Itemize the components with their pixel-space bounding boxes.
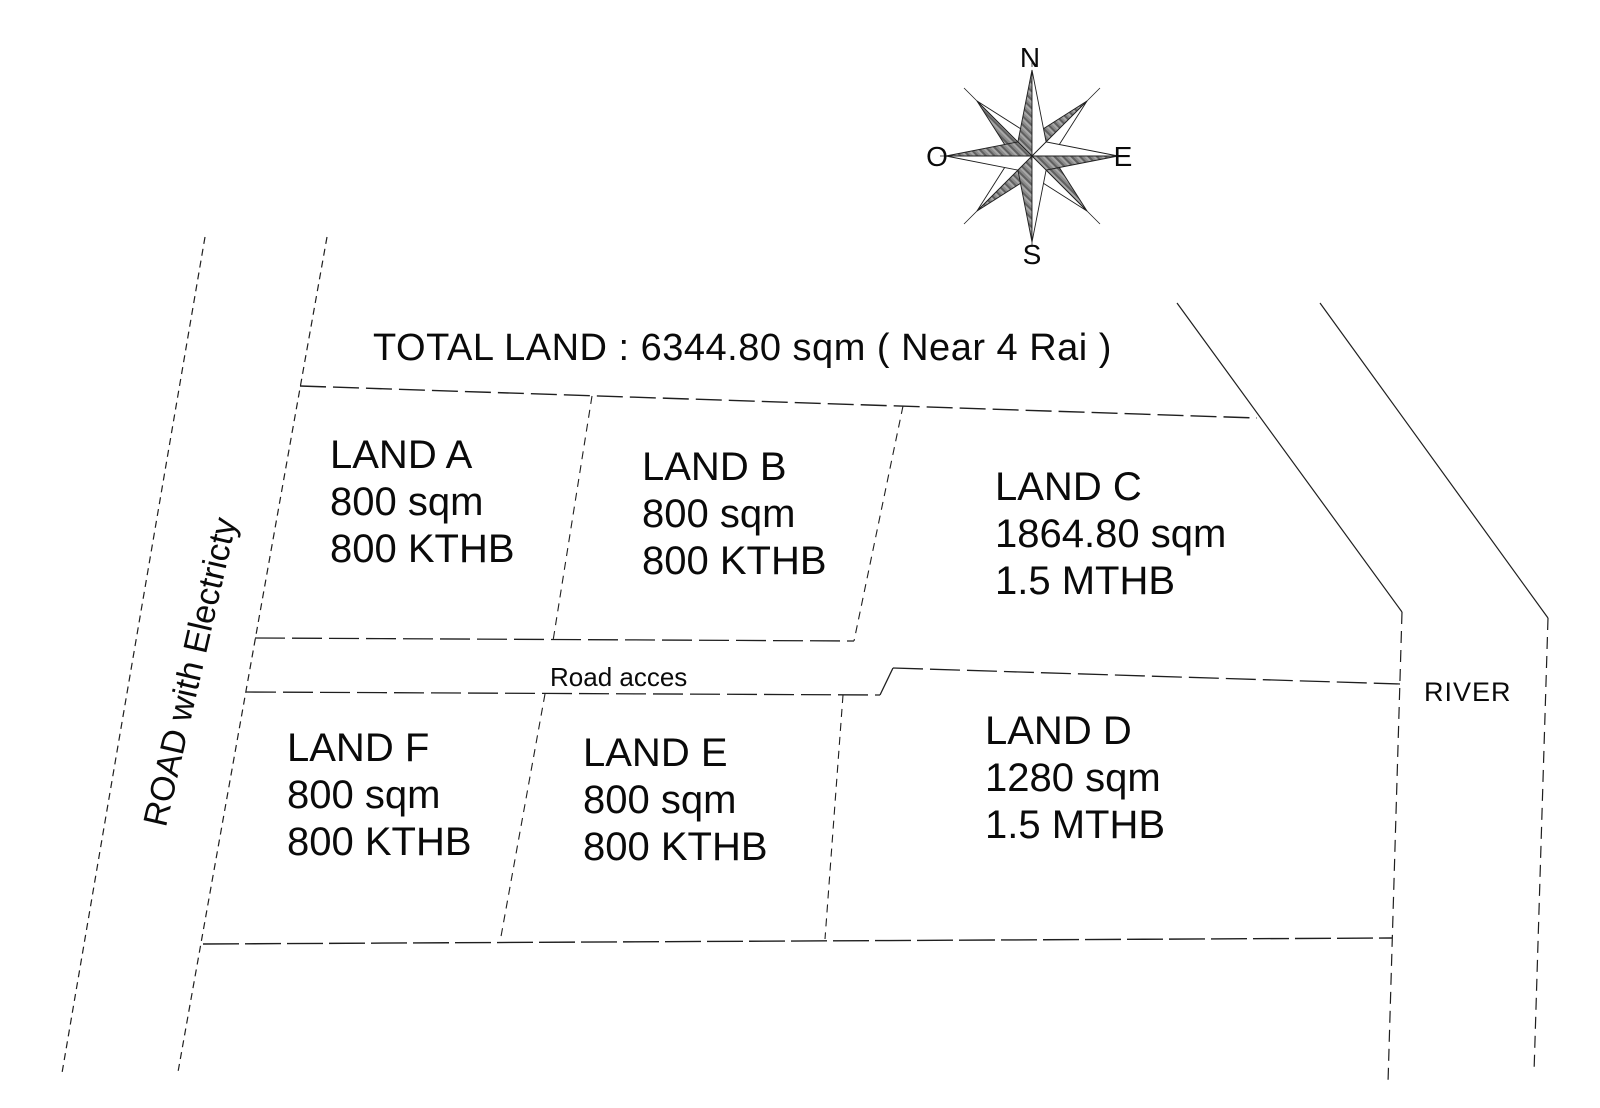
parcel-name: LAND D bbox=[985, 709, 1132, 753]
river-right-bank-upper bbox=[1320, 303, 1548, 618]
parcel-area: 800 sqm bbox=[287, 773, 441, 817]
parcel-name: LAND C bbox=[995, 465, 1142, 509]
compass-east-label: E bbox=[1113, 141, 1133, 172]
parcel-name: LAND B bbox=[642, 445, 787, 489]
plan-title: TOTAL LAND : 6344.80 sqm ( Near 4 Rai ) bbox=[373, 327, 1112, 369]
parcel-land-a bbox=[330, 432, 515, 573]
parcel-land-c bbox=[995, 464, 1226, 605]
compass-north-label: N bbox=[1019, 42, 1041, 73]
divider-f-e bbox=[500, 694, 545, 942]
parcel-name: LAND F bbox=[287, 726, 430, 770]
road-label: ROAD with Electricty bbox=[136, 513, 245, 830]
road-access-strip bbox=[246, 638, 1400, 695]
road-access-label: Road acces bbox=[550, 662, 688, 692]
parcel-price: 800 KTHB bbox=[642, 539, 827, 583]
parcel-area: 1864.80 sqm bbox=[995, 512, 1227, 556]
river-right-bank-lower bbox=[1534, 618, 1548, 1073]
compass-rose bbox=[940, 62, 1124, 250]
parcel-land-f bbox=[287, 725, 472, 866]
boundary-bottom bbox=[203, 938, 1392, 944]
parcel-area: 1280 sqm bbox=[985, 756, 1161, 800]
parcel-area: 800 sqm bbox=[583, 778, 737, 822]
parcel-land-e bbox=[583, 730, 768, 871]
river-label: RIVER bbox=[1424, 677, 1512, 707]
boundary-top bbox=[300, 386, 1257, 418]
divider-e-d bbox=[825, 695, 843, 939]
parcel-land-d bbox=[985, 708, 1165, 849]
parcel-price: 1.5 MTHB bbox=[985, 803, 1166, 847]
parcel-price: 1.5 MTHB bbox=[995, 559, 1176, 603]
compass-south-label: S bbox=[1022, 239, 1042, 270]
divider-b-c bbox=[854, 406, 903, 641]
parcel-land-b bbox=[642, 444, 827, 585]
parcel-area: 800 sqm bbox=[642, 492, 796, 536]
parcel-price: 800 KTHB bbox=[583, 825, 768, 869]
parcel-price: 800 KTHB bbox=[287, 820, 472, 864]
access-top-line bbox=[255, 638, 854, 641]
river-left-bank-lower bbox=[1388, 612, 1402, 1083]
parcel-price: 800 KTHB bbox=[330, 527, 515, 571]
parcel-name: LAND E bbox=[583, 731, 728, 775]
compass-west-label: O bbox=[926, 141, 948, 172]
divider-a-b bbox=[553, 396, 592, 641]
access-jog-line bbox=[880, 668, 893, 695]
parcel-area: 800 sqm bbox=[330, 480, 484, 524]
land-c-d-boundary bbox=[893, 668, 1400, 684]
parcel-name: LAND A bbox=[330, 433, 473, 477]
